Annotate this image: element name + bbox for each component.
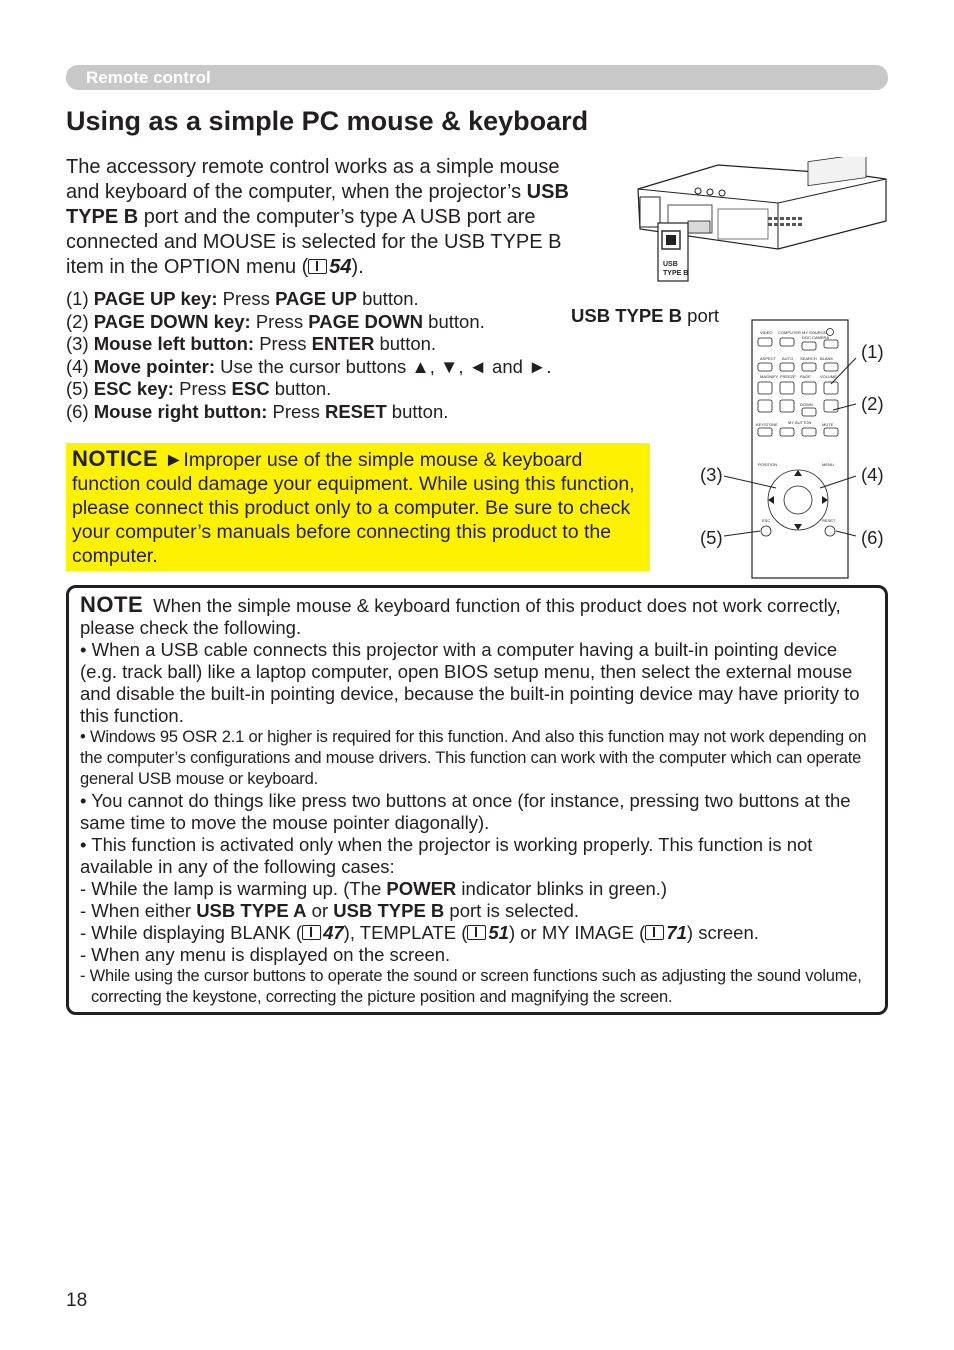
svg-text:VOLUME: VOLUME: [820, 374, 837, 379]
page-title: Using as a simple PC mouse & keyboard: [66, 106, 589, 136]
svg-text:POSITION: POSITION: [758, 462, 778, 467]
svg-text:MUTE: MUTE: [822, 422, 834, 427]
list-item: (3) Mouse left button: Press ENTER button.: [66, 333, 437, 354]
list-item: (4) Move pointer: Use the cursor buttons ▲, ▼, ◄ and ►.: [66, 355, 552, 377]
list-item: (2) PAGE DOWN key: Press PAGE DOWN button.: [66, 310, 485, 332]
svg-text:MENU: MENU: [822, 462, 834, 467]
svg-text:FREEZE: FREEZE: [780, 374, 796, 379]
svg-text:ESC: ESC: [762, 518, 771, 523]
list-item: (1) PAGE UP key: Press PAGE UP button.: [66, 288, 419, 309]
list-item: (6) Mouse right button: Press RESET button.: [66, 400, 449, 422]
book-icon: [302, 925, 321, 940]
note-bullet-3: • You cannot do things like press two buttons at once (for instance, pressing two buttons at the same time to move the mouse pointer diagonally).: [80, 790, 851, 833]
svg-text:SEARCH: SEARCH: [800, 356, 817, 361]
notice-box: [66, 443, 650, 571]
svg-text:RESET: RESET: [822, 518, 836, 523]
note-case-5: - While using the cursor buttons to operate the sound or screen functions such as adjusting the sound volume, correcting the keystone, correcting the picture position and magnifying the screen.: [80, 967, 862, 1006]
svg-text:VIDEO: VIDEO: [760, 330, 773, 335]
note-intro: When the simple mouse & keyboard function of this product does not work correctly, please check the following.: [80, 595, 841, 638]
note-box: [66, 585, 888, 1015]
note-bullet-1: • When a USB cable connects this projector with a computer having a built-in pointing device (e.g. track ball) like a laptop computer, open BIOS setup menu, then select the external mouse and disable the built-in pointing device, because the built-in pointing device may have priority to this function.: [80, 639, 860, 726]
note-bullet-2: • Windows 95 OSR 2.1 or higher is required for this function. And also this function may not work depending on the computer’s configurations and mouse drivers. This function can work with the computer which can operate general USB mouse or keyboard.: [80, 728, 867, 788]
intro-text-2: port and the computer’s type A USB port are connected and MOUSE is selected for the USB TYPE B item in the OPTION menu (: [66, 206, 562, 278]
intro-text-3: ).: [351, 256, 364, 278]
svg-text:KEYSTONE: KEYSTONE: [756, 422, 778, 427]
note-case-4: - When any menu is displayed on the screen.: [80, 944, 451, 965]
note-case-2: - When either USB TYPE A or USB TYPE B port is selected.: [80, 900, 579, 921]
notice-label: NOTICE: [72, 446, 159, 471]
svg-text:MAGNIFY: MAGNIFY: [760, 374, 779, 379]
page-reference[interactable]: 54: [329, 256, 352, 278]
note-bullet-4: • This function is activated only when the projector is working properly. This function is not available in any of the following cases:: [80, 834, 813, 877]
svg-text:MY SOURCE/: MY SOURCE/: [802, 330, 828, 335]
page-reference[interactable]: 71: [666, 922, 687, 943]
note-case-3: - While displaying BLANK ( 47), TEMPLATE ( 51) or MY IMAGE ( 71) screen.: [80, 922, 759, 943]
svg-text:ASPECT: ASPECT: [760, 356, 777, 361]
callout-4: (4): [861, 464, 884, 485]
callout-5: (5): [700, 527, 723, 548]
book-icon: [308, 259, 327, 274]
section-header-bar: [66, 65, 888, 90]
callout-1: (1): [861, 341, 884, 362]
note-label: NOTE: [80, 592, 144, 617]
svg-text:AUTO: AUTO: [782, 356, 794, 361]
svg-text:MY BUTTON: MY BUTTON: [788, 420, 812, 425]
page-reference[interactable]: 47: [323, 922, 344, 943]
intro-usb-type-b: USB TYPE B: [66, 181, 569, 228]
intro-text-1: The accessory remote control works as a simple mouse and keyboard of the computer, when the projector’s: [66, 156, 560, 203]
usb-tag-line2: TYPE B: [663, 270, 689, 277]
book-icon: [467, 925, 486, 940]
projector-illustration: [628, 157, 890, 287]
callout-3: (3): [700, 464, 723, 485]
book-icon: [645, 925, 664, 940]
list-item: (5) ESC key: Press ESC button.: [66, 378, 332, 399]
svg-text:DOWN: DOWN: [800, 402, 813, 407]
svg-text:COMPUTER: COMPUTER: [778, 330, 801, 335]
section-header-label: Remote control: [86, 68, 211, 87]
function-list: [66, 288, 552, 423]
callout-6: (6): [861, 527, 884, 548]
usb-tag-line1: USB: [663, 261, 678, 268]
intro-paragraph: [66, 155, 591, 280]
svg-text:PAGE: PAGE: [800, 374, 811, 379]
svg-text:DOC.CAMERA: DOC.CAMERA: [802, 335, 830, 340]
notice-text: ►Improper use of the simple mouse & keyboard function could damage your equipment. While using this function, please connect this product only to a computer. Be sure to check your computer’s manuals before connecting this product to the computer.: [72, 449, 635, 567]
usb-port-label: USB TYPE B port: [571, 305, 720, 326]
page-number: 18: [66, 1290, 88, 1311]
note-case-1: - While the lamp is warming up. (The POWER indicator blinks in green.): [80, 878, 668, 899]
page-reference[interactable]: 51: [488, 922, 509, 943]
callout-2: (2): [861, 393, 884, 414]
svg-text:BLANK: BLANK: [820, 356, 834, 361]
